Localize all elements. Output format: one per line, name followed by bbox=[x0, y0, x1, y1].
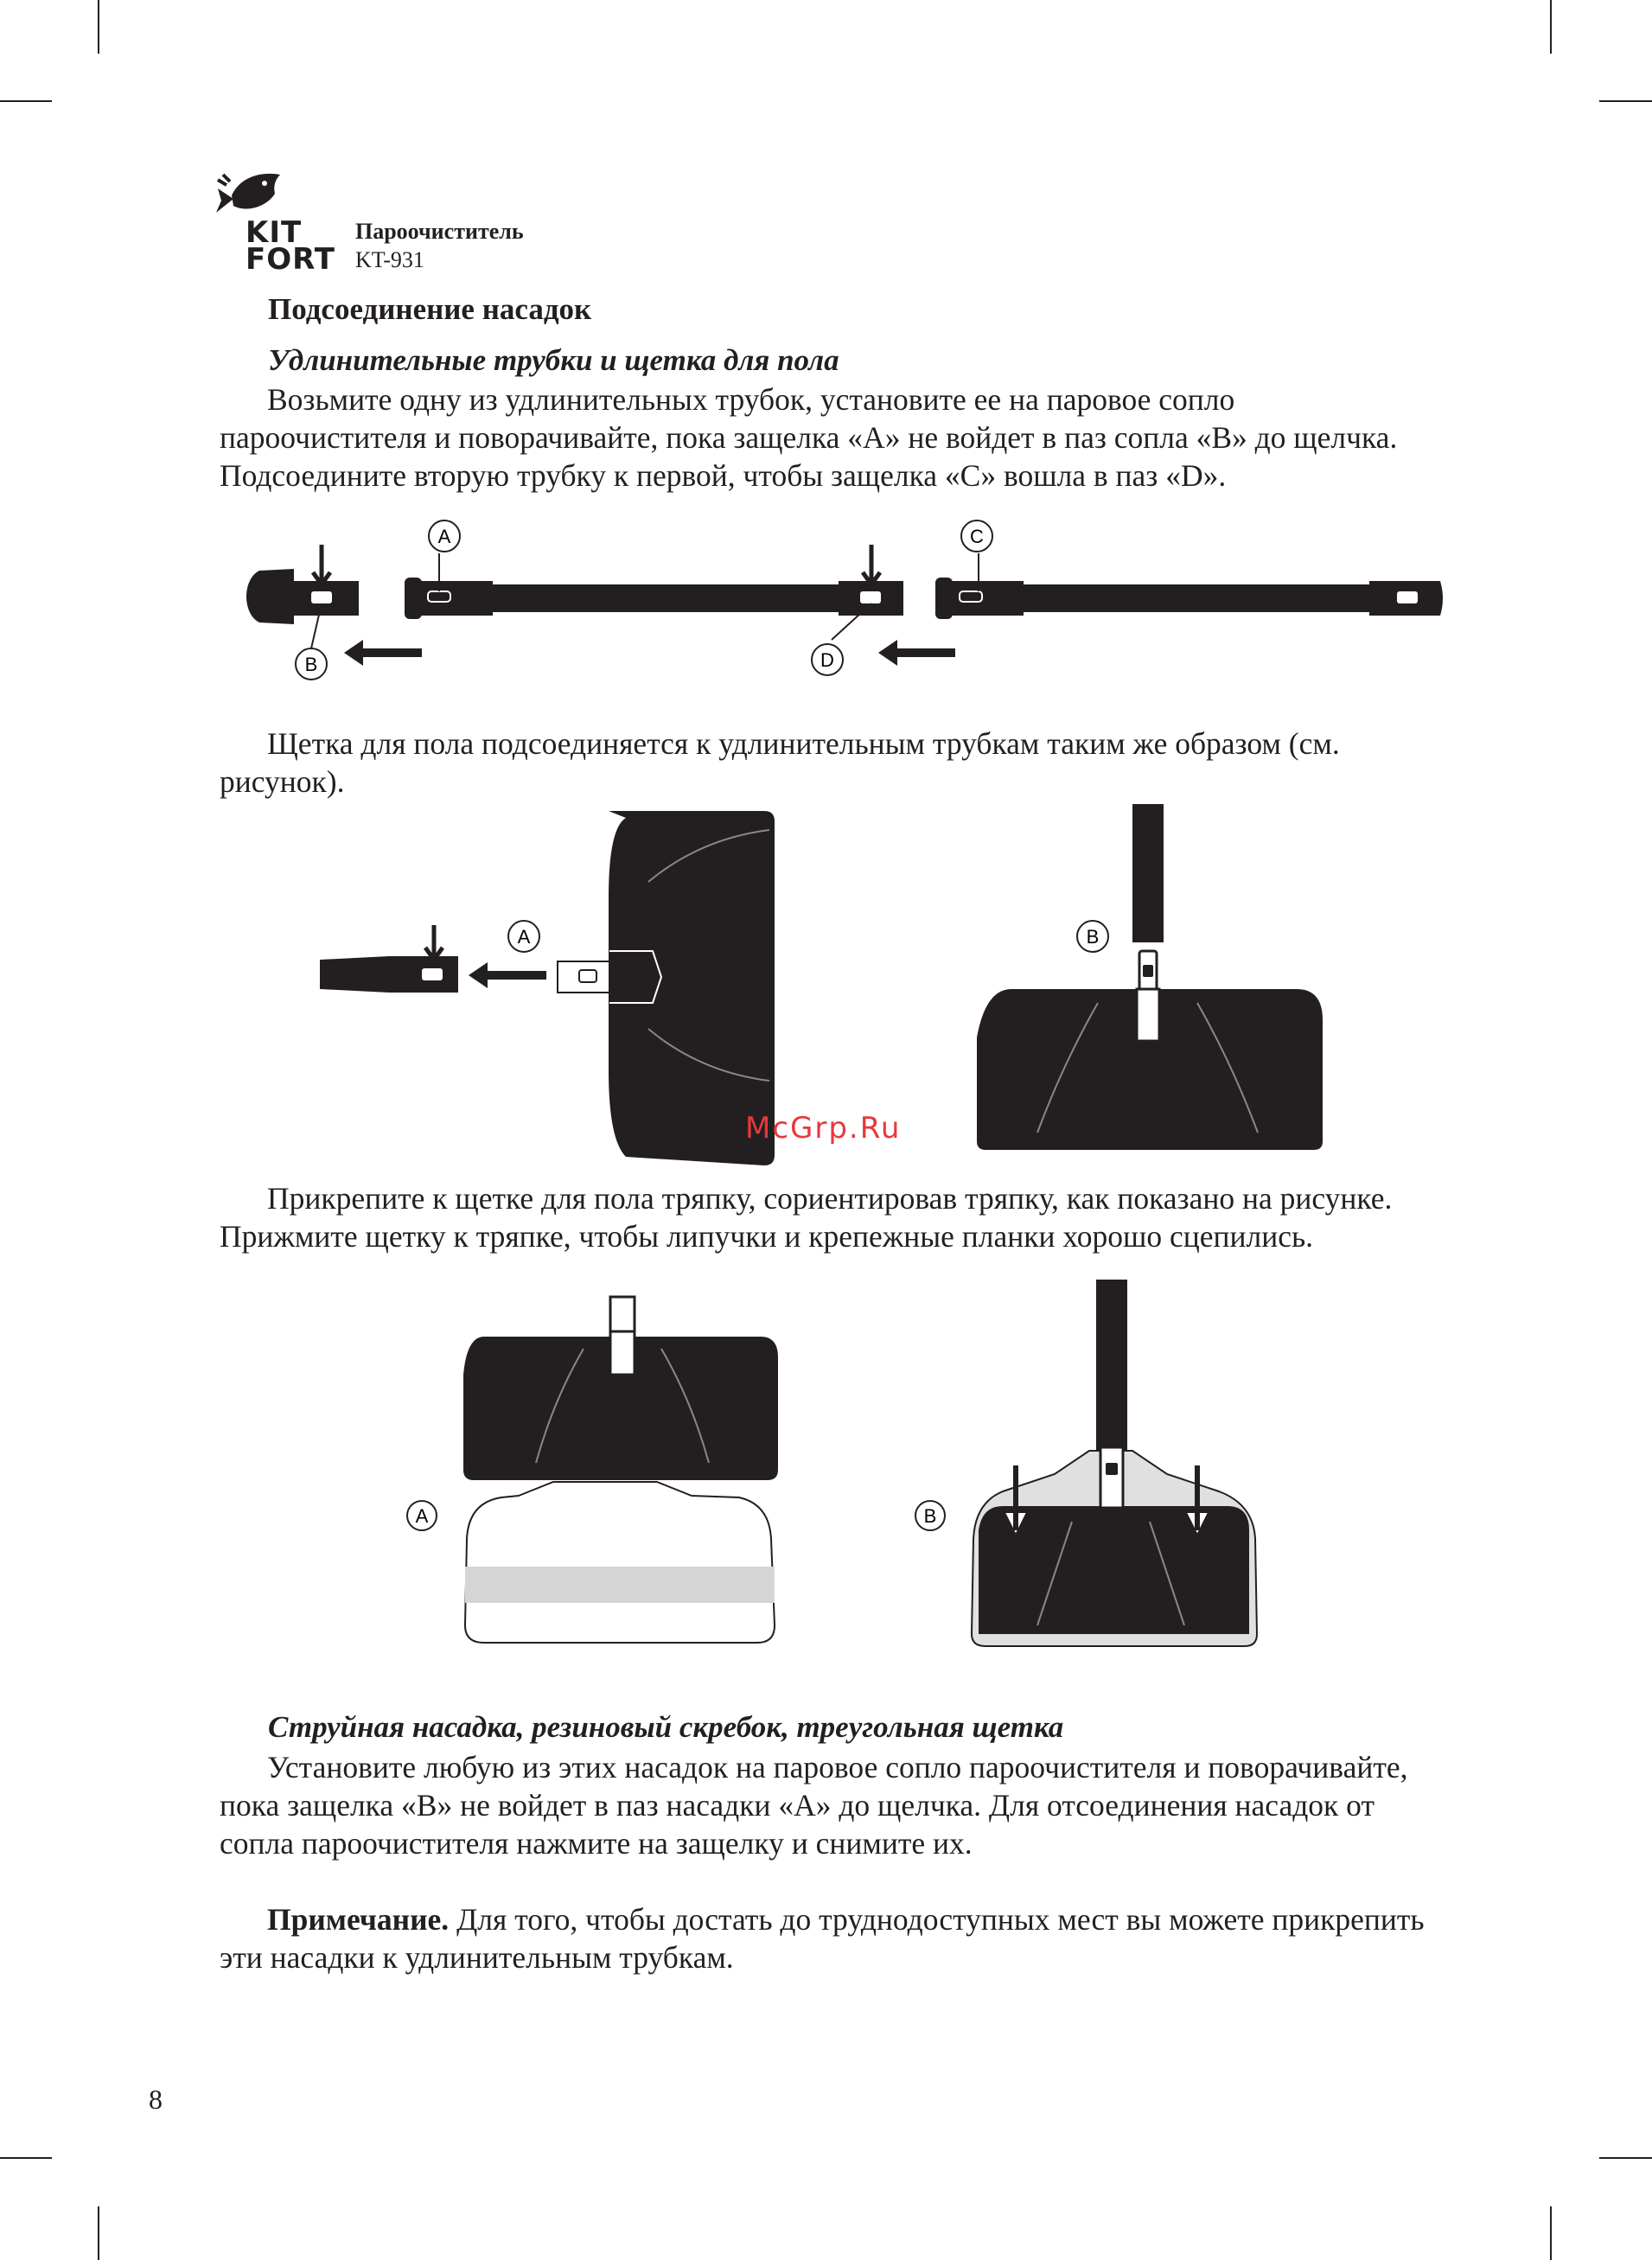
crop-mark bbox=[1599, 2157, 1652, 2159]
label-b: B bbox=[923, 1505, 937, 1527]
label-c: C bbox=[970, 526, 984, 547]
paragraph-text: Возьмите одну из удлинительных трубок, установите ее на паровое сопло пароочистителя и поворачивайте, пока защелка «A» не войдет в паз сопла «B» до щелчка. Подсоедините вторую трубку к первой, чтобы защелка «C» вошла в паз «D». bbox=[220, 382, 1398, 493]
paragraph bbox=[220, 1748, 1447, 1862]
paragraph bbox=[220, 725, 1447, 801]
crop-mark bbox=[1599, 100, 1652, 102]
paragraph-text: Установите любую из этих насадок на паровое сопло пароочистителя и поворачивайте, пока защелка «B» не войдет в паз насадки «A» до щелчка. Для отсоединения насадок от сопла пароочистителя нажмите на защелку и снимите их. bbox=[220, 1750, 1408, 1861]
label-b: B bbox=[304, 654, 318, 675]
label-a: A bbox=[415, 1505, 429, 1527]
note-text: Для того, чтобы достать до труднодоступных мест вы можете прикрепить эти насадки к удлинительным трубкам. bbox=[220, 1902, 1425, 1975]
subsection-title: Удлинительные трубки и щетка для пола bbox=[268, 343, 839, 377]
section-title: Подсоединение насадок bbox=[268, 292, 592, 326]
paragraph bbox=[220, 1179, 1447, 1255]
watermark: McGrp.Ru bbox=[745, 1111, 902, 1146]
label-a: A bbox=[437, 526, 451, 547]
crop-mark bbox=[1550, 0, 1552, 54]
crop-mark bbox=[0, 2157, 52, 2159]
paragraph bbox=[220, 380, 1447, 495]
product-title: Пароочиститель bbox=[355, 219, 524, 244]
crop-mark bbox=[98, 2206, 99, 2260]
label-d: D bbox=[820, 649, 834, 671]
note bbox=[220, 1900, 1447, 1976]
product-model: KT-931 bbox=[355, 247, 424, 272]
page-number: 8 bbox=[149, 2084, 163, 2115]
crop-mark bbox=[0, 100, 52, 102]
label-b: B bbox=[1086, 926, 1100, 948]
paragraph-text: Щетка для пола подсоединяется к удлинительным трубкам таким же образом (см. рисунок). bbox=[220, 726, 1340, 799]
figure-extension-tubes bbox=[242, 519, 1452, 692]
subsection-title: Струйная насадка, резиновый скребок, треугольная щетка bbox=[268, 1710, 1064, 1744]
crop-mark bbox=[1550, 2206, 1552, 2260]
paragraph-text: Прикрепите к щетке для пола тряпку, сориентировав тряпку, как показано на рисунке. Прижмите щетку к тряпке, чтобы липучки и крепежные планки хорошо сцепились. bbox=[220, 1181, 1393, 1254]
logo-text: KIT FORT bbox=[246, 215, 335, 277]
label-a: A bbox=[517, 926, 531, 948]
crop-mark bbox=[98, 0, 99, 54]
fish-icon bbox=[214, 169, 284, 220]
figure-floor-brush bbox=[320, 804, 1331, 1159]
note-label: Примечание. bbox=[267, 1902, 450, 1937]
figure-cloth-attachment bbox=[398, 1280, 1279, 1660]
